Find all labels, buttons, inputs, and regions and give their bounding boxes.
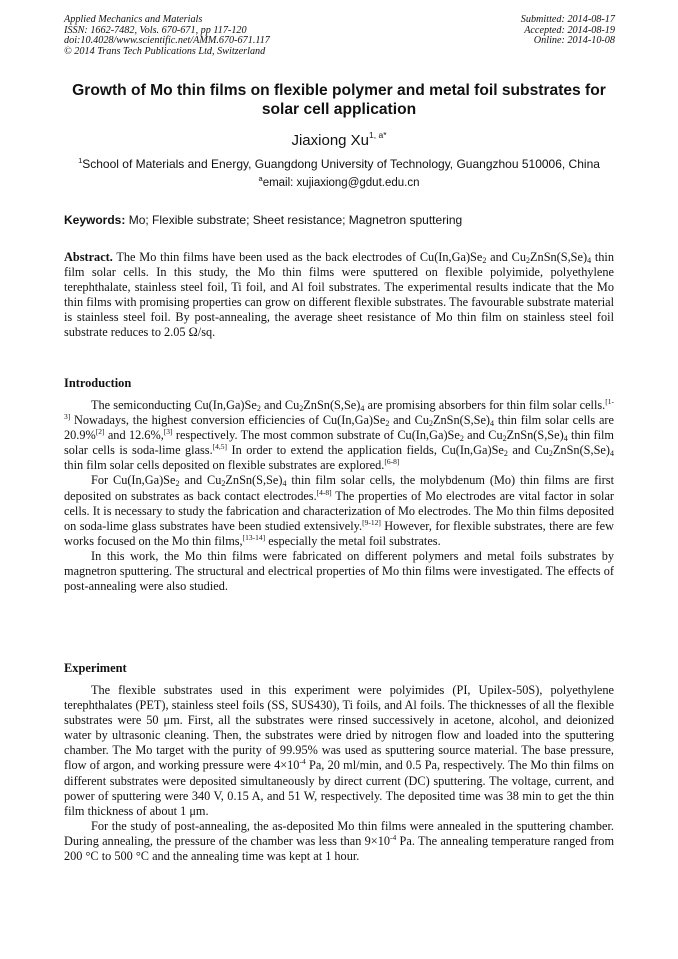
abstract: Abstract. The Mo thin films have been used as the back electrodes of $Cu(In,Ga)Se_2$ and $Cu_2ZnSn(S,Se)_4$ thin film solar cells. In this study, the Mo thin films were sputtered on flexible polyimide, polyethylene terephthalate, stainless steel foil, Ti foil, and Al foil substrates. The experimental results indicate that the Mo thin films with promising properties can grow on different flexible substrates. The favourable substrate material is stainless steel foil. By post-annealing, the average sheet resistance of Mo thin film on stainless steel foil substrate reduces to 2.05 Ω/sq. <box>64 250 614 340</box>
author: Jiaxiong $Xu^{1, a*}$ <box>291 130 387 149</box>
abstract-label: Abstract. <box>64 250 113 264</box>
copyright: © 2014 Trans Tech Publications Ltd, Switzerland <box>64 45 266 57</box>
journal-name: Applied Mechanics and Materials <box>64 14 203 25</box>
paper-title: Growth of Mo thin films on flexible polymer and metal foil substrates for solar cell application <box>72 82 606 118</box>
keywords: Keywords: Mo; Flexible substrate; Sheet resistance; Magnetron sputtering <box>64 213 463 227</box>
journal-header <box>64 15 270 57</box>
online-date: Online: 2014-10-08 <box>533 35 615 47</box>
doi: doi:10.4028/www.scientific.net/AMM.670-671.117 <box>64 35 270 47</box>
issn: ISSN: 1662-7482, Vols. 670-671, pp 117-120 <box>64 24 247 36</box>
affiliation: $^1$School of Materials and Energy, Guangdong University of Technology, Guangzhou 510006, China <box>78 156 600 171</box>
email: $^a$email: xujiaxiong@gdut.edu.cn <box>258 174 420 189</box>
introduction-body: The semiconducting $Cu(In,Ga)Se_2$ and $Cu_2ZnSn(S,Se)_4$ are promising absorbers for thin film solar cells.[1-3] Nowadays, the highest conversion efficiencies of $Cu(In,Ga)Se_2$ and $Cu_2ZnSn(S,Se)_4$ thin film solar cells are 20.9%[2] and 12.6%,[3] respectively. The most common substrate of $Cu(In,Ga)Se_2$ and $Cu_2ZnSn(S,Se)_4$ thin film solar cells is soda-lime glass.[4,5] In order to extend the application fields, $Cu(In,Ga)Se_2$ and $Cu_2ZnSn(S,Se)_4$ thin film solar cells deposited on flexible substrates are explored.[6-8] For $Cu(In,Ga)Se_2$ and $Cu_2ZnSn(S,Se)_4$ thin film solar cells, the molybdenum (Mo) thin films are first deposited on substrates as back contact electrodes.[4-8] The properties of Mo electrodes are vital factor in solar cells. It is necessary to study the fabrication and characterization of Mo electrodes. The Mo thin films deposited on soda-lime glass substrates have been studied extensively.[9-12] However, for flexible substrates, there are few works focused on the Mo thin films,[13-14] especially the metal foil substrates. In this work, the Mo thin films were fabricated on different polymers and metal foils substrates by magnetron sputtering. The structural and electrical properties of Mo thin films were investigated. The effects of post-annealing were also studied. <box>64 397 614 594</box>
accepted-date: Accepted: 2014-08-19 <box>524 24 615 36</box>
dates-header <box>521 15 615 47</box>
section-heading-introduction: Introduction <box>64 376 132 390</box>
section-heading-experiment: Experiment <box>64 661 127 675</box>
submitted-date: Submitted: 2014-08-17 <box>520 14 615 25</box>
experiment-body: The flexible substrates used in this experiment were polyimides (PI, Upilex-50S), polyethylene terephthalates (PET), stainless steel foils (SS, SUS430), Ti foils, and Al foils. The thicknesses of all the flexible substrates were 50 μm. First, all the substrates were rinsed successively in acetone, alcohol, and deionized water by ultrasonic cleaning. Then, the substrates were dried by nitrogen flow and loaded into the sputtering chamber. The Mo target with the purity of 99.95% was used as sputtering source material. The base pressure, flow of argon, and working pressure were $4\times 10^{-4}$ Pa, 20 ml/min, and 0.5 Pa, respectively. The Mo thin films on different substrates were deposited simultaneously by direct current (DC) sputtering. The voltage, current, and power of sputtering were 340 V, 0.15 A, and 51 W, respectively. The deposited time was 38 min to get the thin film thickness of about 1 μm. For the study of post-annealing, the as-deposited Mo thin films were annealed in the sputtering chamber. During annealing, the pressure of the chamber was less than $9\times 10^{-4}$ Pa. The annealing temperature ranged from 200 °C to 500 °C and the annealing time was kept at 1 hour. <box>64 683 615 864</box>
